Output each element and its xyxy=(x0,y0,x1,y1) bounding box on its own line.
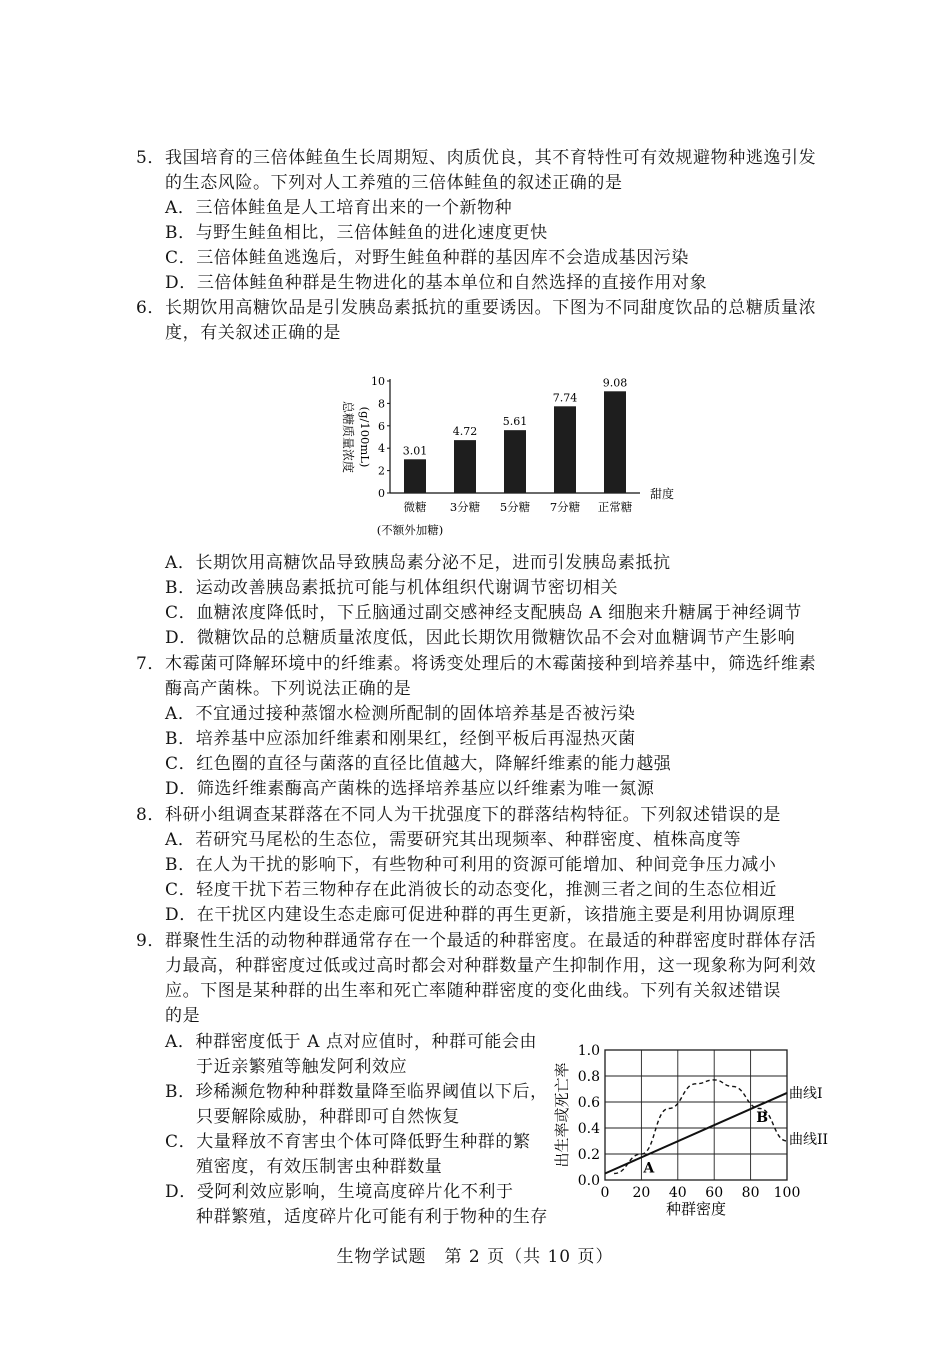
q8-option-b: B．在人为干扰的影响下，有些物种可利用的资源可能增加、种间竞争压力减小 xyxy=(165,855,777,875)
q7-stem-1: 7．木霉菌可降解环境中的纤维素。将诱变处理后的木霉菌接种到培养基中，筛选纤维素 xyxy=(136,654,817,674)
y-tick-label: 10 xyxy=(371,375,385,388)
q5-option-a: A．三倍体鲑鱼是人工培育出来的一个新物种 xyxy=(165,198,513,218)
series-label-2: 曲线II xyxy=(789,1132,829,1148)
bar-0 xyxy=(404,459,426,493)
y-tick-label: 6 xyxy=(378,419,385,433)
q9-stem-2: 力最高，种群密度过低或过高时都会对种群数量产生抑制作用，这一现象称为阿利效 xyxy=(165,956,817,976)
category-note: (不额外加糖) xyxy=(376,523,444,537)
series-line-1 xyxy=(605,1093,787,1174)
q9-stem-1: 9．群聚性生活的动物种群通常存在一个最适的种群密度。在最适的种群密度时群体存活 xyxy=(136,931,817,951)
q6-option-c: C．血糖浓度降低时，下丘脑通过副交感神经支配胰岛 A 细胞来升糖属于神经调节 xyxy=(165,603,802,623)
point-label-B: B xyxy=(756,1109,769,1126)
y-tick-label: 2 xyxy=(378,464,385,478)
q6-stem-2: 度，有关叙述正确的是 xyxy=(165,323,341,343)
q7-stem-2: 酶高产菌株。下列说法正确的是 xyxy=(165,679,412,699)
bar-value-label: 5.61 xyxy=(502,415,528,429)
y-axis-unit: (g/100mL) xyxy=(358,406,372,468)
q7-option-a: A．不宜通过接种蒸馏水检测所配制的固体培养基是否被污染 xyxy=(165,704,636,724)
q8-option-a: A．若研究马尾松的生态位，需要研究其出现频率、种群密度、植株高度等 xyxy=(165,830,742,850)
y-tick-label: 0.8 xyxy=(577,1069,600,1085)
x-category-label: 7分糖 xyxy=(549,500,581,514)
q6-option-d: D．微糖饮品的总糖质量浓度低，因此长期饮用微糖饮品不会对血糖调节产生影响 xyxy=(165,628,796,648)
q7-option-d: D．筛选纤维素酶高产菌株的选择培养基应以纤维素为唯一氮源 xyxy=(165,779,655,799)
x-tick-label: 100 xyxy=(773,1185,801,1201)
q6-option-a: A．长期饮用高糖饮品导致胰岛素分泌不足，进而引发胰岛素抵抗 xyxy=(165,553,671,573)
q9-option-d-1: D．受阿利效应影响，生境高度碎片化不利于 xyxy=(165,1182,514,1202)
q9-stem-3: 应。下图是某种群的出生率和死亡率随种群密度的变化曲线。下列有关叙述错误 xyxy=(165,981,781,1001)
x-tick-label: 60 xyxy=(705,1185,724,1201)
q9-option-b-2: 只要解除威胁，种群即可自然恢复 xyxy=(196,1107,460,1127)
x-category-label: 正常糖 xyxy=(597,500,633,514)
q6-stem-1: 6．长期饮用高糖饮品是引发胰岛素抵抗的重要诱因。下图为不同甜度饮品的总糖质量浓 xyxy=(136,298,817,318)
q7-option-b: B．培养基中应添加纤维素和刚果红，经倒平板后再湿热灭菌 xyxy=(165,729,636,749)
q9-option-c-2: 殖密度，有效压制害虫种群数量 xyxy=(196,1157,443,1177)
y-tick-label: 0 xyxy=(378,487,385,500)
q9-stem-4: 的是 xyxy=(165,1006,201,1026)
bar-value-label: 3.01 xyxy=(402,444,428,458)
y-axis-label: 出生率或死亡率 xyxy=(553,1062,571,1168)
point-label-A: A xyxy=(643,1160,655,1177)
q9-option-d-2: 种群繁殖，适度碎片化可能有利于物种的生存 xyxy=(196,1207,548,1227)
bar-value-label: 4.72 xyxy=(452,425,478,439)
x-tick-label: 0 xyxy=(600,1185,610,1201)
q5-stem-1: 5．我国培育的三倍体鲑鱼生长周期短、肉质优良，其不育特性可有效规避物种逃逸引发 xyxy=(136,148,817,168)
x-category-label: 5分糖 xyxy=(499,500,531,514)
page-footer: 生物学试题 第 2 页（共 10 页） xyxy=(336,1247,614,1267)
x-tick-label: 20 xyxy=(632,1185,651,1201)
x-axis-label: 甜度 xyxy=(649,487,675,501)
q9-option-a-1: A．种群密度低于 A 点对应值时，种群可能会由 xyxy=(165,1032,538,1052)
bar-value-label: 9.08 xyxy=(602,376,628,390)
y-tick-label: 4 xyxy=(378,442,385,456)
x-category-label: 微糖 xyxy=(403,500,427,514)
x-tick-label: 80 xyxy=(741,1185,760,1201)
q5-option-d: D．三倍体鲑鱼种群是生物进化的基本单位和自然选择的直接作用对象 xyxy=(165,273,708,293)
series-label-1: 曲线I xyxy=(789,1085,823,1102)
y-tick-label: 0.0 xyxy=(577,1173,600,1189)
q9-option-b-1: B．珍稀濒危物种种群数量降至临界阈值以下后， xyxy=(165,1082,548,1102)
x-axis-label: 种群密度 xyxy=(665,1200,727,1218)
x-tick-label: 40 xyxy=(668,1185,687,1201)
bar-1 xyxy=(454,440,476,493)
x-category-label: 3分糖 xyxy=(449,500,481,514)
q8-option-c: C．轻度干扰下若三物种存在此消彼长的动态变化，推测三者之间的生态位相近 xyxy=(165,880,778,900)
sugar-bar-chart xyxy=(330,368,690,540)
q5-option-b: B．与野生鲑鱼相比，三倍体鲑鱼的进化速度更快 xyxy=(165,223,548,243)
bar-value-label: 7.74 xyxy=(552,391,578,405)
y-axis-label: 总糖质量浓度 xyxy=(341,400,355,474)
allee-effect-chart xyxy=(555,1036,845,1222)
y-tick-label: 0.4 xyxy=(577,1121,600,1137)
q8-option-d: D．在干扰区内建设生态走廊可促进种群的再生更新，该措施主要是利用协调原理 xyxy=(165,905,796,925)
series-line-2 xyxy=(614,1080,787,1174)
q9-option-c-1: C．大量释放不育害虫个体可降低野生种群的繁 xyxy=(165,1132,531,1152)
q9-option-a-2: 于近亲繁殖等触发阿利效应 xyxy=(196,1057,408,1077)
q8-stem-1: 8．科研小组调查某群落在不同人为干扰强度下的群落结构特征。下列叙述错误的是 xyxy=(136,805,782,825)
bar-4 xyxy=(604,391,626,493)
q5-stem-2: 的生态风险。下列对人工养殖的三倍体鲑鱼的叙述正确的是 xyxy=(165,173,623,193)
q5-option-c: C．三倍体鲑鱼逃逸后，对野生鲑鱼种群的基因库不会造成基因污染 xyxy=(165,248,690,268)
bar-3 xyxy=(554,406,576,493)
bar-2 xyxy=(504,430,526,493)
q7-option-c: C．红色圈的直径与菌落的直径比值越大，降解纤维素的能力越强 xyxy=(165,754,672,774)
y-tick-label: 8 xyxy=(378,397,385,411)
y-tick-label: 0.6 xyxy=(577,1095,600,1111)
q6-option-b: B．运动改善胰岛素抵抗可能与机体组织代谢调节密切相关 xyxy=(165,578,619,598)
y-tick-label: 0.2 xyxy=(577,1147,600,1163)
y-tick-label: 1.0 xyxy=(577,1043,600,1059)
